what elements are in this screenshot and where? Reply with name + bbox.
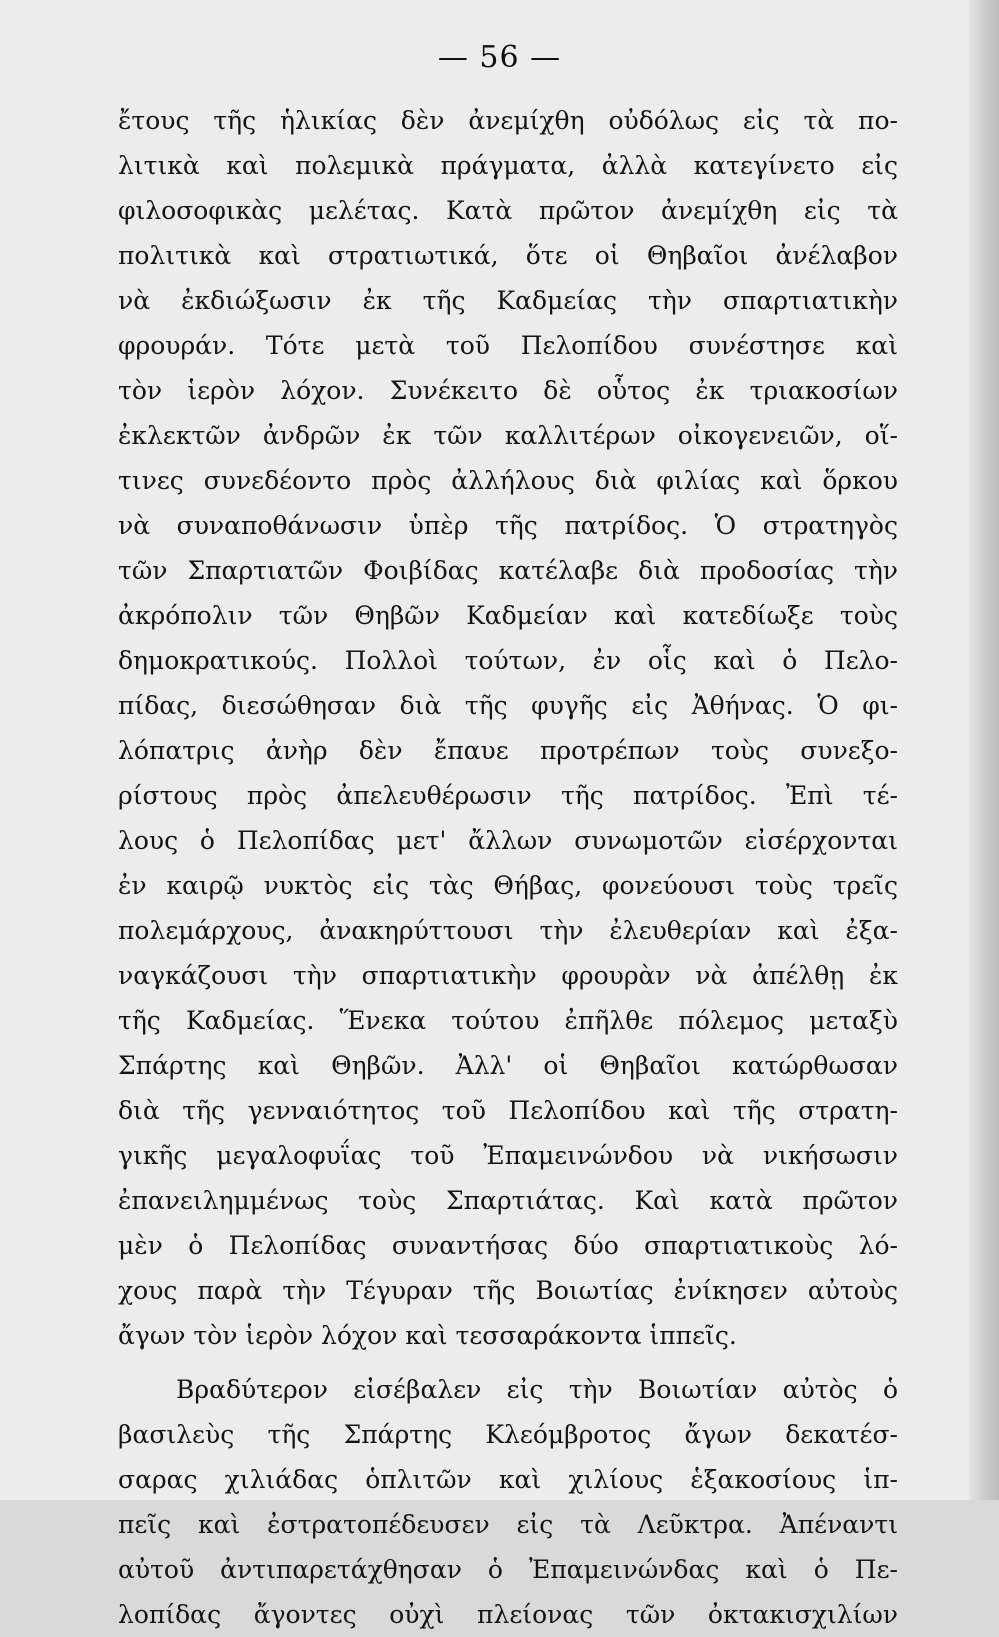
text-line: νὰ ἐκδιώξωσιν ἐκ τῆς Καδμείας τὴν σπαρτιατικὴν	[118, 286, 898, 315]
text-line: τῶν Σπαρτιατῶν Φοιβίδας κατέλαβε διὰ προδοσίας τὴν	[118, 556, 898, 585]
text-line: λους ὁ Πελοπίδας μετ' ἄλλων συνωμοτῶν εἰσέρχονται	[118, 826, 898, 855]
paragraph	[118, 98, 898, 1358]
body-text	[118, 98, 898, 1637]
text-line: φρουράν. Τότε μετὰ τοῦ Πελοπίδου συνέστησε καὶ	[118, 331, 898, 360]
text-line: λόπατρις ἀνὴρ δὲν ἔπαυε προτρέπων τοὺς συνεξο-	[118, 736, 898, 765]
text-line: χους παρὰ τὴν Τέγυραν τῆς Βοιωτίας ἐνίκησεν αὐτοὺς	[118, 1276, 898, 1305]
text-line: τὸν ἱερὸν λόχον. Συνέκειτο δὲ οὗτος ἐκ τριακοσίων	[118, 376, 898, 405]
text-line: αὐτοῦ ἀντιπαρετάχθησαν ὁ Ἐπαμεινώνδας καὶ ὁ Πε-	[118, 1555, 898, 1584]
text-line: λιτικὰ καὶ πολεμικὰ πράγματα, ἀλλὰ κατεγίνετο εἰς	[118, 151, 898, 180]
text-line: Βραδύτερον εἰσέβαλεν εἰς τὴν Βοιωτίαν αὐτὸς ὁ	[176, 1375, 898, 1404]
text-line: διὰ τῆς γενναιότητος τοῦ Πελοπίδου καὶ τῆς στρατη-	[118, 1096, 898, 1125]
text-line: νὰ συναποθάνωσιν ὑπὲρ τῆς πατρίδος. Ὁ στρατηγὸς	[118, 511, 898, 540]
text-line: λοπίδας ἄγοντες οὐχὶ πλείονας τῶν ὀκτακισχιλίων	[118, 1600, 898, 1629]
page-edge-shadow	[969, 0, 999, 1500]
text-line: Σπάρτης καὶ Θηβῶν. Ἀλλ' οἱ Θηβαῖοι κατώρθωσαν	[118, 1051, 898, 1080]
text-line: μὲν ὁ Πελοπίδας συναντήσας δύο σπαρτιατικοὺς λό-	[118, 1231, 898, 1260]
page-number: — 56 —	[437, 40, 562, 75]
text-line: βασιλεὺς τῆς Σπάρτης Κλεόμβροτος ἄγων δεκατέσ-	[118, 1420, 898, 1449]
text-line: πολιτικὰ καὶ στρατιωτικά, ὅτε οἱ Θηβαῖοι ἀνέλαβον	[118, 241, 898, 270]
text-line: ἔτους τῆς ἡλικίας δὲν ἀνεμίχθη οὐδόλως εἰς τὰ πο-	[118, 106, 898, 135]
paragraph	[118, 1367, 898, 1637]
text-line: πίδας, διεσώθησαν διὰ τῆς φυγῆς εἰς Ἀθήνας. Ὁ φι-	[118, 691, 898, 720]
text-line: δημοκρατικούς. Πολλοὶ τούτων, ἐν οἷς καὶ ὁ Πελο-	[118, 646, 898, 675]
text-line: ἄγων τὸν ἱερὸν λόχον καὶ τεσσαράκοντα ἱππεῖς.	[118, 1321, 737, 1350]
text-line: ρίστους πρὸς ἀπελευθέρωσιν τῆς πατρίδος. Ἐπὶ τέ-	[118, 781, 898, 810]
text-line: πεῖς καὶ ἐστρατοπέδευσεν εἰς τὰ Λεῦκτρα. Ἀπέναντι	[118, 1510, 898, 1539]
text-line: φιλοσοφικὰς μελέτας. Κατὰ πρῶτον ἀνεμίχθη εἰς τὰ	[118, 196, 898, 225]
text-line: ἐπανειλημμένως τοὺς Σπαρτιάτας. Καὶ κατὰ πρῶτον	[118, 1186, 898, 1215]
text-line: ἐν καιρῷ νυκτὸς εἰς τὰς Θήβας, φονεύουσι τοὺς τρεῖς	[118, 871, 898, 900]
text-line: τῆς Καδμείας. Ἕνεκα τούτου ἐπῆλθε πόλεμος μεταξὺ	[118, 1006, 898, 1035]
text-line: γικῆς μεγαλοφυΐας τοῦ Ἐπαμεινώνδου νὰ νικήσωσιν	[118, 1141, 898, 1170]
text-line: πολεμάρχους, ἀνακηρύττουσι τὴν ἐλευθερίαν καὶ ἐξα-	[118, 916, 898, 945]
text-line: τινες συνεδέοντο πρὸς ἀλλήλους διὰ φιλίας καὶ ὅρκου	[118, 466, 898, 495]
text-line: ἐκλεκτῶν ἀνδρῶν ἐκ τῶν καλλιτέρων οἰκογενειῶν, οἵ-	[118, 421, 898, 450]
text-line: ναγκάζουσι τὴν σπαρτιατικὴν φρουρὰν νὰ ἀπέλθῃ ἐκ	[118, 961, 898, 990]
text-line: ἀκρόπολιν τῶν Θηβῶν Καδμείαν καὶ κατεδίωξε τοὺς	[118, 601, 898, 630]
text-line: σαρας χιλιάδας ὁπλιτῶν καὶ χιλίους ἑξακοσίους ἱπ-	[118, 1465, 898, 1494]
